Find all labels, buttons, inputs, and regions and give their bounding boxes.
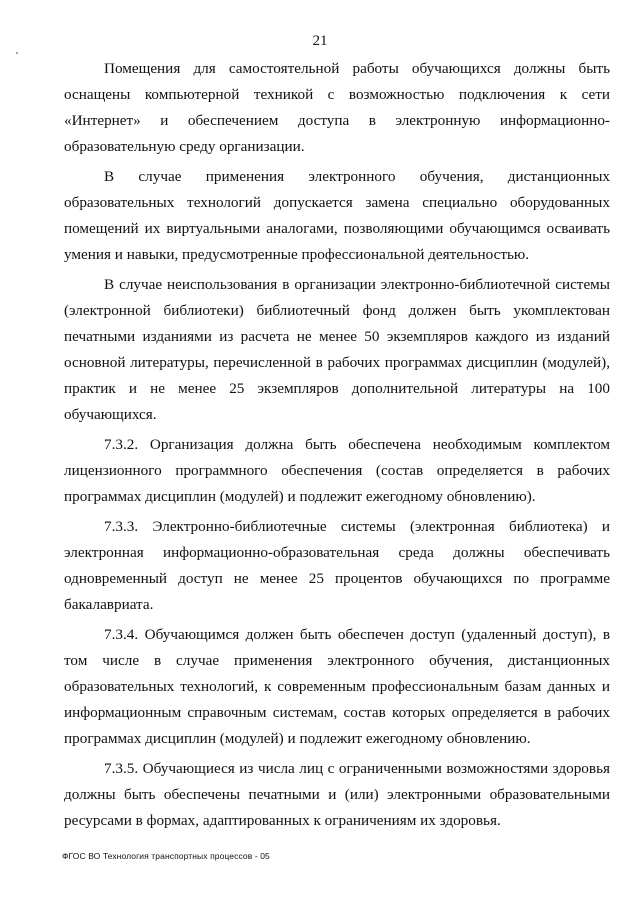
scan-speck [16,52,18,54]
paragraph-library-fund: В случае неиспользования в организации электронно-библиотечной системы (электронной библиотеки) библиотечный фонд должен быть укомплектован печатными изданиями из расчета не менее 50 экземпляров каждого из изданий основной литературы, перечисленной в рабочих программах дисциплин (модулей), практик и не менее 25 экземпляров дополнительной литературы на 100 обучающихся. [64,276,610,423]
paragraph-7-3-2: 7.3.2. Организация должна быть обеспечена необходимым комплектом лицензионного программного обеспечения (состав определяется в рабочих программах дисциплин (модулей) и подлежит ежегодному обновлению). [64,436,610,505]
paragraph-7-3-3: 7.3.3. Электронно-библиотечные системы (электронная библиотека) и электронная информационно-образовательная среда должны обеспечивать одновременный доступ не менее 25 процентов обучающихся по программе бакалавриата. [64,518,610,613]
paragraph-7-3-5: 7.3.5. Обучающиеся из числа лиц с ограниченными возможностями здоровья должны быть обеспечены печатными и (или) электронными образовательными ресурсами в формах, адаптированных к ограничениям их здоровья. [64,760,610,829]
page-number: 21 [312,33,328,49]
paragraph-7-3-4: 7.3.4. Обучающимся должен быть обеспечен доступ (удаленный доступ), в том числе в случае применения электронного обучения, дистанционных образовательных технологий, к современным профессиональным базам данных и информационным справочным системам, состав которых определяется в рабочих программах дисциплин (модулей) и подлежит ежегодному обновлению. [64,626,610,747]
paragraph-elearning-replacement: В случае применения электронного обучения, дистанционных образовательных технологий допускается замена специально оборудованных помещений их виртуальными аналогами, позволяющими обучающимся осваивать умения и навыки, предусмотренные профессиональной деятельностью. [64,168,610,263]
page-footer: ФГОС ВО Технология транспортных процессов - 05 [62,851,270,861]
page-body [64,56,610,834]
paragraph-self-study-rooms: Помещения для самостоятельной работы обучающихся должны быть оснащены компьютерной техникой с возможностью подключения к сети «Интернет» и обеспечением доступа в электронную информационно-образовательную среду организации. [64,60,610,155]
